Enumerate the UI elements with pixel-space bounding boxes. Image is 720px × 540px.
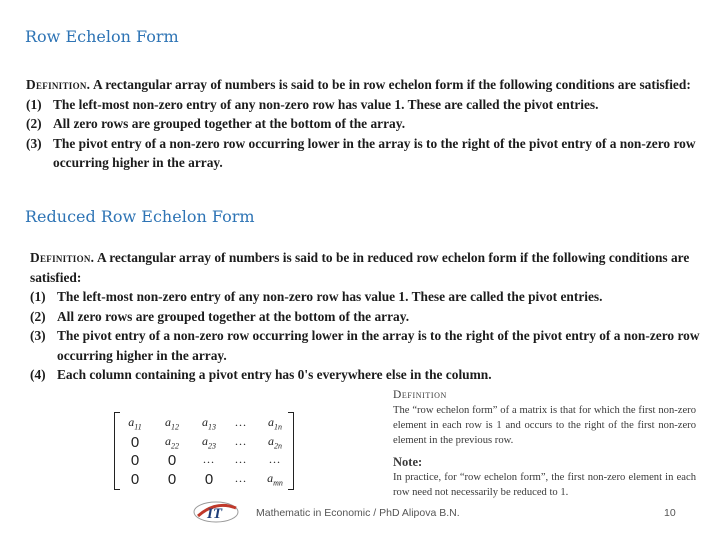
condition-number: (3) xyxy=(26,135,42,151)
condition-item xyxy=(30,326,700,365)
condition-text: The pivot entry of a non-zero row occurring lower in the array is to the right of the pivot entry of a non-zero row occurring higher in the array. xyxy=(53,135,696,170)
matrix-entry: … xyxy=(268,452,282,466)
matrix-entry: … xyxy=(234,415,248,429)
matrix-entry: $a_{13}$ xyxy=(202,415,216,432)
echelon-matrix xyxy=(114,412,294,490)
matrix-row xyxy=(115,434,293,454)
note-label: Note: xyxy=(393,455,423,469)
matrix-row xyxy=(115,471,293,491)
matrix-entry: $a_{12}$ xyxy=(165,415,179,432)
condition-number: (1) xyxy=(26,96,42,112)
condition-text: The left-most non-zero entry of any non-zero row has value 1. These are called the pivot entries. xyxy=(53,96,599,112)
note-text: In practice, for “row echelon form”, the first non-zero element in each row need not necessarily be reduced to 1. xyxy=(393,472,696,498)
definition-label: Definition. xyxy=(26,77,91,92)
condition-text: The pivot entry of a non-zero row occurring lower in the array is to the right of the pivot entry of a non-zero row occurring higher in the array. xyxy=(57,328,700,363)
footer-text: Mathematic in Economic / PhD Alipova B.N. xyxy=(256,507,460,519)
condition-text: All zero rows are grouped together at the bottom of the array. xyxy=(57,308,410,324)
condition-number: (2) xyxy=(26,116,42,131)
condition-text: All zero rows are grouped together at the bottom of the array. xyxy=(53,116,406,131)
matrix-entry: 0 xyxy=(130,471,140,488)
matrix-entry: … xyxy=(234,452,248,466)
condition-item xyxy=(30,307,700,327)
note-definition-text: The “row echelon form” of a matrix is that for which the first non-zero element in each row is 1 and occurs to the right of the first non-zero element in the previous row. xyxy=(393,405,696,446)
matrix-row xyxy=(115,415,293,435)
matrix-entry: … xyxy=(234,471,248,485)
logo-text: IT xyxy=(207,506,222,522)
matrix-entry: $a_{22}$ xyxy=(165,434,179,451)
condition-item xyxy=(30,287,700,307)
condition-number: (2) xyxy=(30,308,46,324)
matrix-entry: … xyxy=(202,452,216,466)
matrix-entry: $a_{11}$ xyxy=(128,415,142,432)
condition-item xyxy=(26,134,702,173)
condition-number: (4) xyxy=(30,367,46,382)
matrix-entry: 0 xyxy=(167,471,177,488)
matrix-entry: 0 xyxy=(130,452,140,469)
definition-intro xyxy=(30,248,700,287)
definition-row-echelon xyxy=(26,75,702,173)
condition-item xyxy=(30,365,700,385)
condition-item xyxy=(26,95,702,115)
condition-item xyxy=(26,114,702,134)
section-heading-row-echelon: Row Echelon Form xyxy=(25,27,179,46)
condition-text: The left-most non-zero entry of any non-zero row has value 1. These are called the pivot entries. xyxy=(57,289,603,304)
matrix-entry: $a_{23}$ xyxy=(202,434,216,451)
definition-reduced-row-echelon xyxy=(30,248,700,385)
section-heading-reduced-row-echelon: Reduced Row Echelon Form xyxy=(25,207,255,226)
condition-text: Each column containing a pivot entry has 0's everywhere else in the column. xyxy=(57,367,492,382)
page-number: 10 xyxy=(664,507,676,519)
condition-number: (3) xyxy=(30,328,46,343)
definition-note-box xyxy=(393,388,696,500)
definition-intro-text: A rectangular array of numbers is said to be in row echelon form if the following conditions are satisfied: xyxy=(92,77,691,92)
matrix-entry: $a_{1n}$ xyxy=(268,415,282,432)
note-definition-label: Definition xyxy=(393,389,447,401)
matrix-row xyxy=(115,452,293,472)
matrix-entry: … xyxy=(234,434,248,448)
matrix-entry: 0 xyxy=(130,434,140,451)
definition-intro-text: A rectangular array of numbers is said to be in reduced row echelon form if the following conditions are satisfied: xyxy=(30,250,690,285)
university-logo xyxy=(192,500,240,524)
definition-label: Definition. xyxy=(30,250,95,265)
matrix-entry: 0 xyxy=(167,452,177,469)
matrix-entry: 0 xyxy=(204,471,214,488)
matrix-entry: $a_{2n}$ xyxy=(268,434,282,451)
condition-number: (1) xyxy=(30,289,46,304)
matrix-entry: $a_{mn}$ xyxy=(267,471,283,488)
definition-intro xyxy=(26,75,702,95)
